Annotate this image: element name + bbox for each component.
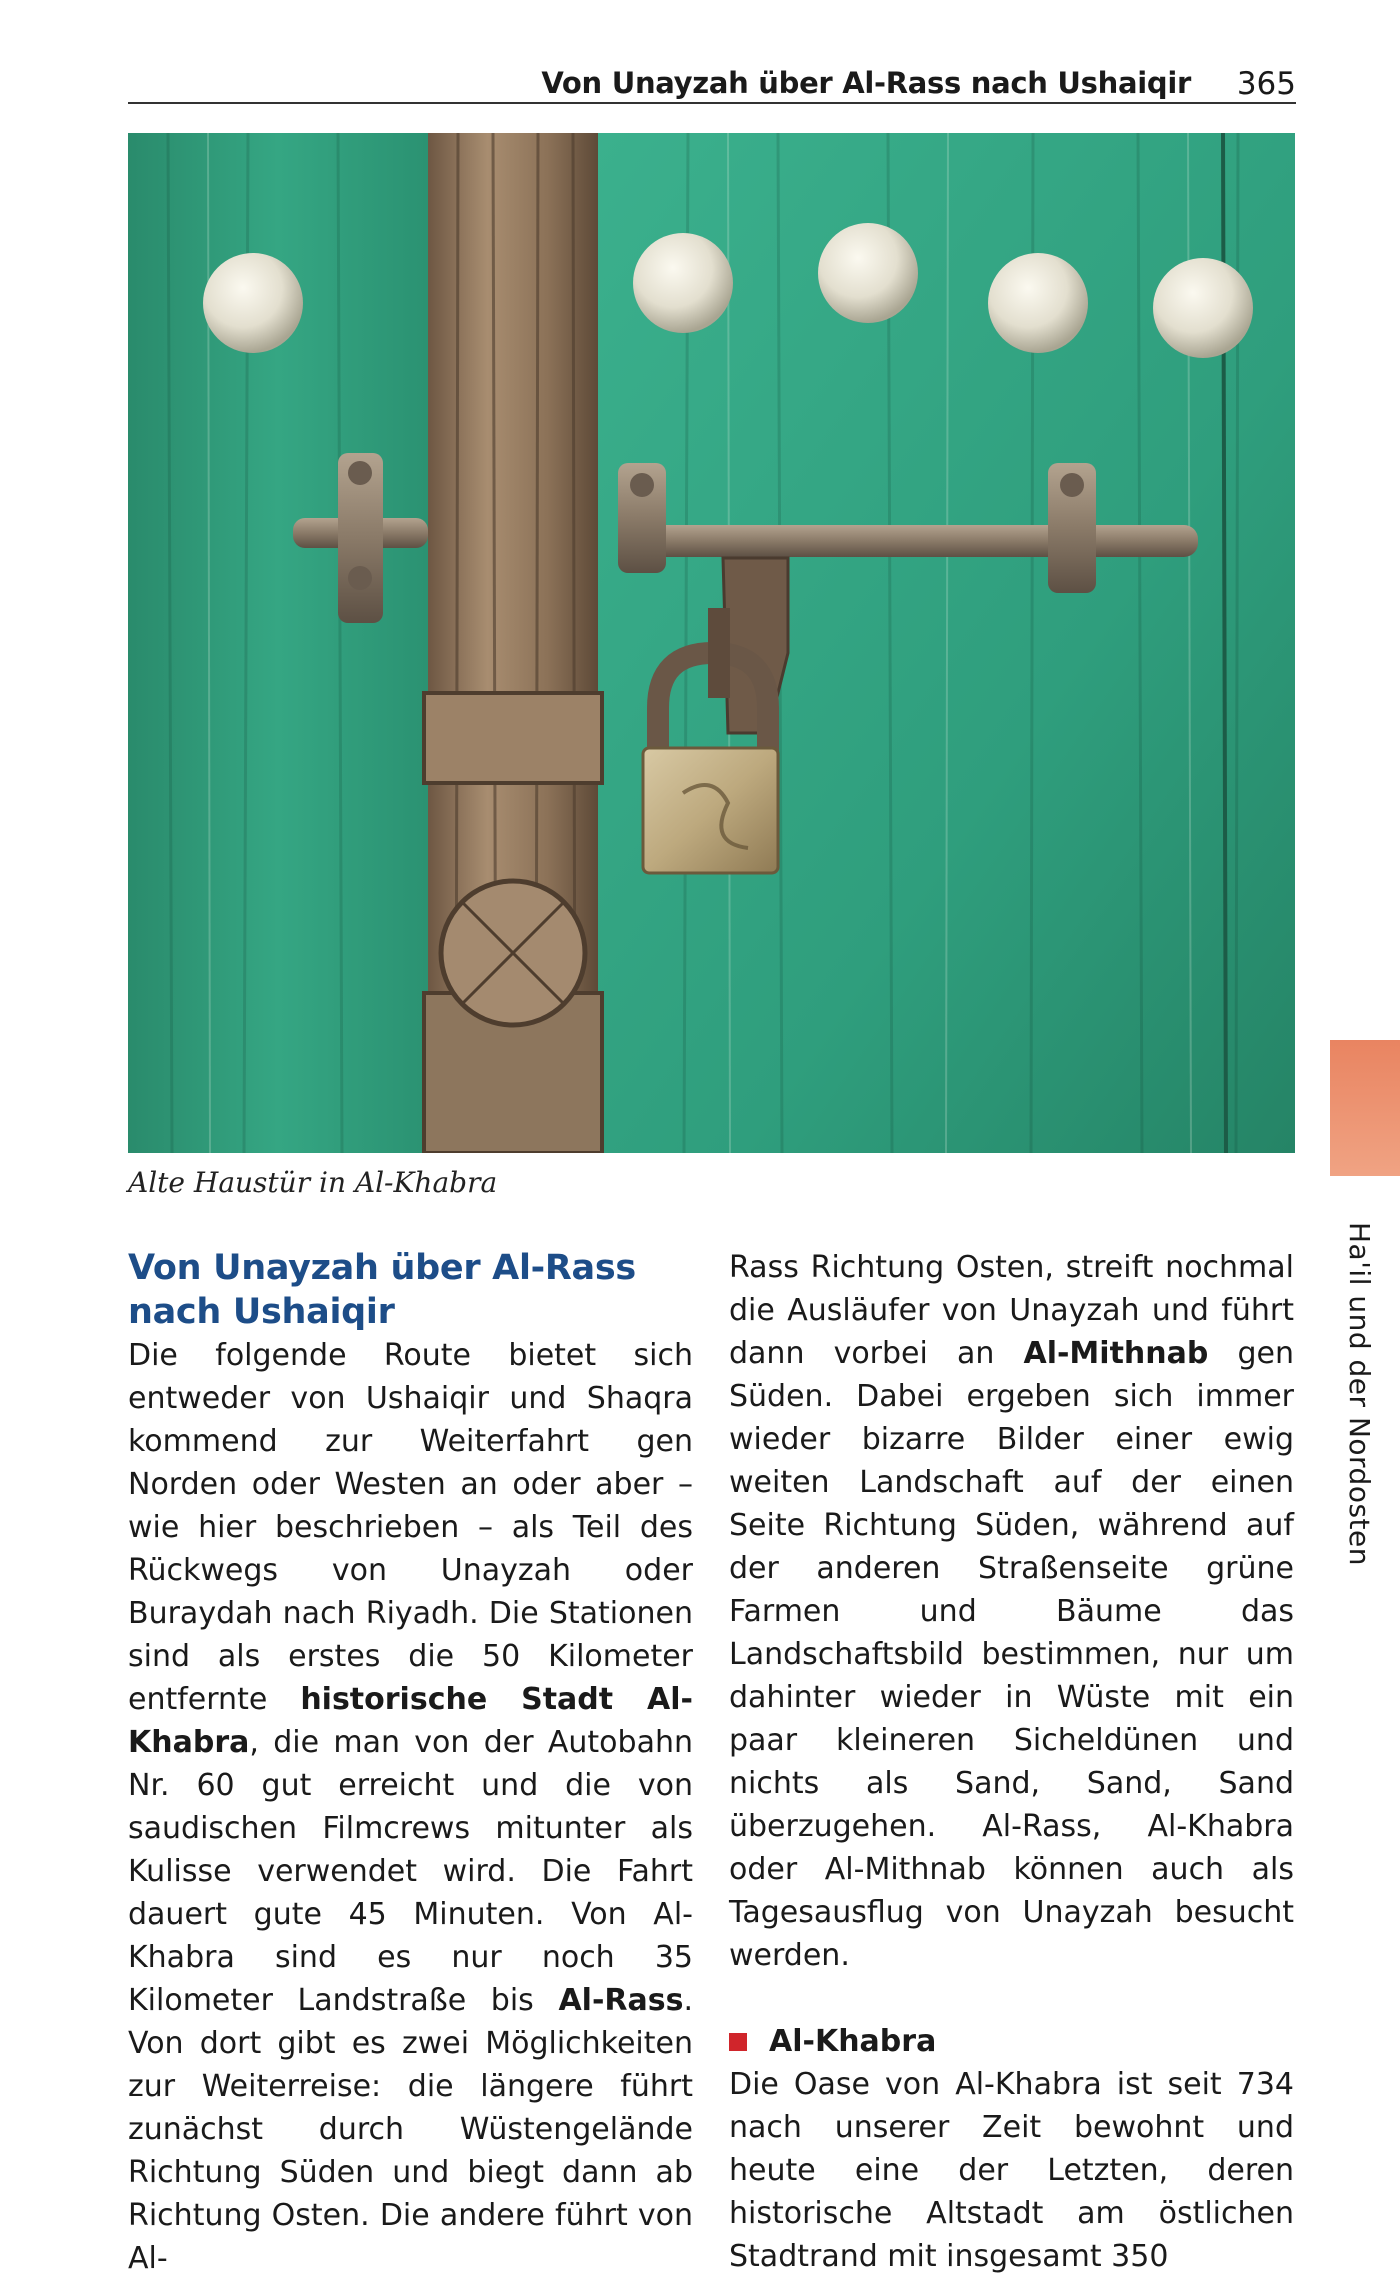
chapter-side-label bbox=[1342, 1222, 1386, 1582]
text-run: Die folgende Route bietet sich entweder von Ushaiqir und Shaqra kommend zur Weiterfahrt gen Norden oder Westen an oder aber – wie hier beschrieben – als Teil des Rückwegs von Unayzah oder Buraydah nach Riyadh. Die Stationen sind als erstes die 50 Kilometer entfernte bbox=[128, 1338, 693, 1717]
chapter-thumb-tab bbox=[1330, 1040, 1400, 1176]
text-run: gen Süden. Dabei ergeben sich immer wieder bizarre Bilder einer ewig weiten Landschaft auf der einen Seite Richtung Süden, während auf der anderen Straßenseite grüne Farmen und Bäume das Landschaftsbild bestimmen, nur um dahinter wieder in Wüste mit ein paar kleineren Sicheldünen und nichts als Sand, Sand, Sand überzugehen. Al-Rass, Al-Khabra oder Al-Mithnab können auch als Tagesausflug von Unayzah besucht werden. bbox=[729, 1336, 1294, 1973]
photo-caption: Alte Haustür in Al-Khabra bbox=[128, 1166, 498, 1199]
section-heading: Von Unayzah über Al-Rass nach Ushaiqir bbox=[128, 1248, 636, 1332]
place-name-bold: historische Stadt Al-Khabra bbox=[128, 1682, 693, 1760]
chapter-label-text: Ha'il und der Nordosten bbox=[1343, 1222, 1376, 1566]
page-number: 365 bbox=[1236, 66, 1296, 102]
subsection-heading bbox=[729, 2020, 1294, 2063]
text-column-left bbox=[128, 1246, 693, 2280]
running-head bbox=[128, 60, 1296, 104]
place-name-bold: Al-Rass bbox=[558, 1983, 684, 2018]
text-run: . Von dort gibt es zwei Möglichkeiten zur Weiterreise: die längere führt zunächst durch Wüstengelände Richtung Süden und biegt dann ab Richtung Osten. Die andere führt von Al- bbox=[128, 1983, 693, 2276]
subsection-paragraph: Die Oase von Al-Khabra ist seit 734 nach unserer Zeit bewohnt und heute eine der Letzten, deren historische Altstadt am östlichen Stadtrand mit insgesamt 350 bbox=[729, 2067, 1294, 2274]
subsection-title: Al-Khabra bbox=[769, 2024, 937, 2059]
door-photo bbox=[128, 133, 1295, 1153]
running-title: Von Unayzah über Al-Rass nach Ushaiqir bbox=[541, 66, 1191, 100]
continued-paragraph bbox=[729, 1246, 1294, 1977]
red-square-icon bbox=[729, 2033, 747, 2051]
text-run: , die man von der Autobahn Nr. 60 gut erreicht und die von saudischen Filmcrews mitunter als Kulisse verwendet wird. Die Fahrt dauert gute 45 Minuten. Von Al-Khabra sind es nur noch 35 Kilometer Landstraße bis bbox=[128, 1725, 693, 2018]
text-column-right bbox=[729, 1246, 1294, 2278]
place-name-bold: Al-Mithnab bbox=[1023, 1336, 1209, 1371]
text-run: Rass Richtung Osten, streift nochmal die Ausläufer von Unayzah und führt dann vorbei an bbox=[729, 1250, 1294, 1371]
intro-paragraph bbox=[128, 1334, 693, 2280]
